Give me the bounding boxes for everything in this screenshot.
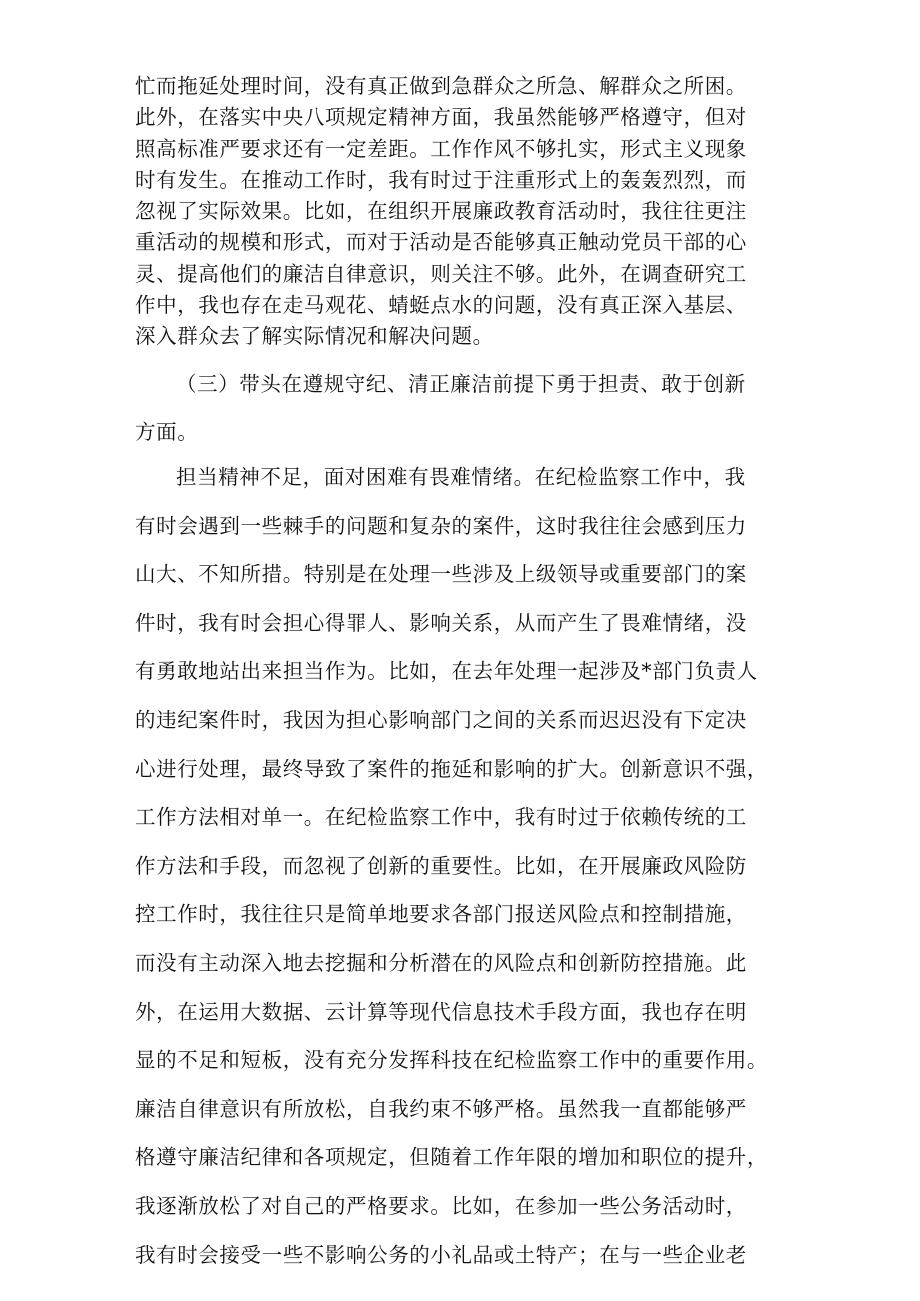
paragraph-line: 外，在运用大数据、云计算等现代信息技术手段方面，我也存在明 [135,999,747,1024]
paragraph-line: 我逐渐放松了对自己的严格要求。比如，在参加一些公务活动时， [135,1193,747,1218]
paragraph-line: 工作方法相对单一。在纪检监察工作中，我有时过于依赖传统的工 [135,805,747,830]
paragraph-line: 我有时会接受一些不影响公务的小礼品或土特产；在与一些企业老 [135,1242,747,1267]
paragraph-line: 深入群众去了解实际情况和解决问题。 [135,324,494,349]
paragraph-line: 心进行处理，最终导致了案件的拖延和影响的扩大。创新意识不强， [135,756,768,781]
paragraph-line: 格遵守廉洁纪律和各项规定，但随着工作年限的增加和职位的提升， [135,1145,768,1170]
paragraph-line: 时有发生。在推动工作时，我有时过于注重形式上的轰轰烈烈，而 [135,167,747,192]
paragraph-line: 件时，我有时会担心得罪人、影响关系，从而产生了畏难情绪，没 [135,610,747,635]
paragraph-line: 而没有主动深入地去挖掘和分析潜在的风险点和创新防控措施。此 [135,950,747,975]
paragraph-line: 照高标准严要求还有一定差距。工作作风不够扎实，形式主义现象 [135,136,747,161]
paragraph-line: 作中，我也存在走马观花、蜻蜓点水的问题，没有真正深入基层、 [135,293,747,318]
paragraph-line: 有勇敢地站出来担当作为。比如，在去年处理一起涉及*部门负责人 [135,659,758,684]
section-heading [135,360,825,456]
paragraph-line: 廉洁自律意识有所放松，自我约束不够严格。虽然我一直都能够严 [135,1096,747,1121]
heading-line: （三）带头在遵规守纪、清正廉洁前提下勇于担责、敢于创新 [176,372,746,396]
paragraph-line: 重活动的规模和形式，而对于活动是否能够真正触动党员干部的心 [135,230,747,255]
paragraph-line: 忽视了实际效果。比如，在组织开展廉政教育活动时，我往往更注 [135,199,747,224]
paragraph-line: 灵、提高他们的廉洁自律意识，则关注不够。此外，在调查研究工 [135,261,747,286]
paragraph-line: 担当精神不足，面对困难有畏难情绪。在纪检监察工作中，我 [176,465,746,489]
paragraph-line: 此外，在落实中央八项规定精神方面，我虽然能够严格遵守，但对 [135,105,747,130]
paragraph-line: 控工作时，我往往只是简单地要求各部门报送风险点和控制措施， [135,902,747,927]
paragraph-line: 作方法和手段，而忽视了创新的重要性。比如，在开展廉政风险防 [135,853,747,878]
paragraph-line: 山大、不知所措。特别是在处理一些涉及上级领导或重要部门的案 [135,562,747,587]
paragraph-line: 有时会遇到一些棘手的问题和复杂的案件，这时我往往会感到压力 [135,513,747,538]
heading-line: 方面。 [135,420,199,444]
body-paragraph [135,453,825,1279]
paragraph-line: 显的不足和短板，没有充分发挥科技在纪检监察工作中的重要作用。 [135,1048,768,1073]
paragraph-line: 的违纪案件时，我因为担心影响部门之间的关系而迟迟没有下定决 [135,707,747,732]
top-paragraph [135,71,825,353]
paragraph-line: 忙而拖延处理时间，没有真正做到急群众之所急、解群众之所困。 [135,74,747,98]
